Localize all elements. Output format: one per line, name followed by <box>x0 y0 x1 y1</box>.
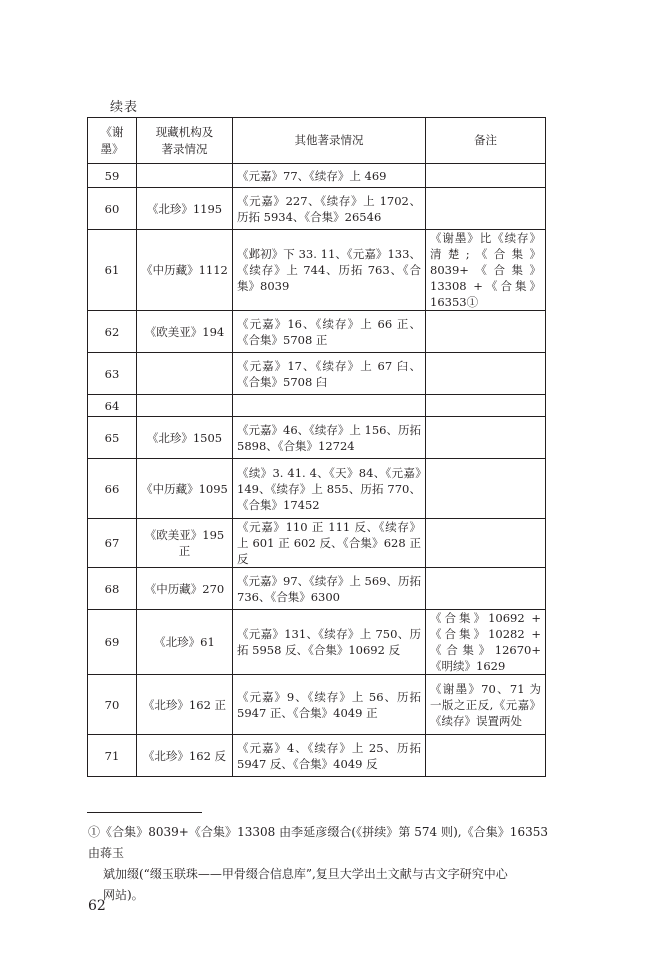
cell-number: 59 <box>88 164 137 188</box>
cell-institution <box>137 164 233 188</box>
cell-other-records: 《元嘉》4、《续存》上 25、历拓 5947 反、《合集》4049 反 <box>233 735 426 777</box>
cell-other-records: 《元嘉》9、《续存》上 56、历拓 5947 正、《合集》4049 正 <box>233 675 426 735</box>
table-row <box>88 230 546 311</box>
page-number: 62 <box>88 898 106 914</box>
cell-other-records: 《邺初》下 33. 11、《元嘉》133、《续存》上 744、历拓 763、《合集》8039 <box>233 230 426 311</box>
table-row <box>88 519 546 568</box>
catalog-table <box>87 117 546 777</box>
cell-remarks <box>426 164 546 188</box>
cell-institution <box>137 395 233 417</box>
table-row <box>88 311 546 353</box>
cell-institution: 《北珍》1195 <box>137 188 233 230</box>
table-row <box>88 417 546 459</box>
cell-remarks <box>426 519 546 568</box>
cell-other-records: 《元嘉》16、《续存》上 66 正、《合集》5708 正 <box>233 311 426 353</box>
footnote <box>88 822 548 906</box>
cell-number: 64 <box>88 395 137 417</box>
table-row <box>88 568 546 610</box>
cell-number: 65 <box>88 417 137 459</box>
header-xiemo: 《谢墨》 <box>88 118 137 164</box>
cell-remarks <box>426 568 546 610</box>
cell-remarks: 《谢墨》比《续存》清楚;《合集》8039+《合集》13308 +《合集》16353① <box>426 230 546 311</box>
cell-institution: 《北珍》1505 <box>137 417 233 459</box>
cell-institution: 《北珍》61 <box>137 610 233 675</box>
header-institution <box>137 118 233 164</box>
cell-institution: 《中历藏》270 <box>137 568 233 610</box>
table-row <box>88 675 546 735</box>
cell-number: 63 <box>88 353 137 395</box>
cell-remarks: 《合集》10692 +《合集》10282 +《合集》12670+《明续》1629 <box>426 610 546 675</box>
cell-number: 68 <box>88 568 137 610</box>
cell-number: 60 <box>88 188 137 230</box>
cell-institution: 《北珍》162 正 <box>137 675 233 735</box>
cell-number: 69 <box>88 610 137 675</box>
cell-other-records: 《元嘉》227、《续存》上 1702、历拓 5934、《合集》26546 <box>233 188 426 230</box>
header-row <box>88 118 546 164</box>
cell-institution: 《中历藏》1112 <box>137 230 233 311</box>
table-row <box>88 735 546 777</box>
table-row <box>88 459 546 519</box>
cell-institution: 《北珍》162 反 <box>137 735 233 777</box>
cell-other-records: 《元嘉》46、《续存》上 156、历拓 5898、《合集》12724 <box>233 417 426 459</box>
cell-other-records: 《元嘉》131、《续存》上 750、历拓 5958 反、《合集》10692 反 <box>233 610 426 675</box>
table-caption: 续表 <box>110 100 139 115</box>
header-institution-line2: 著录情况 <box>161 141 208 156</box>
cell-remarks <box>426 395 546 417</box>
cell-remarks <box>426 353 546 395</box>
cell-other-records <box>233 395 426 417</box>
cell-remarks <box>426 735 546 777</box>
cell-number: 61 <box>88 230 137 311</box>
cell-remarks <box>426 417 546 459</box>
cell-other-records: 《元嘉》97、《续存》上 569、历拓 736、《合集》6300 <box>233 568 426 610</box>
table-row <box>88 164 546 188</box>
cell-remarks <box>426 188 546 230</box>
cell-other-records: 《元嘉》17、《续存》上 67 臼、《合集》5708 臼 <box>233 353 426 395</box>
cell-number: 70 <box>88 675 137 735</box>
footnote-line-1: ①《合集》8039+《合集》13308 由李延彦缀合(《拼续》第 574 则),《合集》16353 由蒋玉 <box>88 825 548 860</box>
cell-remarks <box>426 459 546 519</box>
cell-institution: 《欧美亚》194 <box>137 311 233 353</box>
header-institution-line1: 现藏机构及 <box>155 124 214 139</box>
cell-number: 62 <box>88 311 137 353</box>
cell-remarks <box>426 311 546 353</box>
table-row <box>88 353 546 395</box>
cell-institution: 《欧美亚》195 正 <box>137 519 233 568</box>
table-row <box>88 188 546 230</box>
cell-institution <box>137 353 233 395</box>
header-remarks: 备注 <box>426 118 546 164</box>
table-row <box>88 395 546 417</box>
cell-remarks: 《谢墨》70、71 为一版之正反,《元嘉》《续存》误置两处 <box>426 675 546 735</box>
cell-number: 67 <box>88 519 137 568</box>
header-other-records: 其他著录情况 <box>233 118 426 164</box>
table-row <box>88 610 546 675</box>
footnote-line-3: 网站)。 <box>103 888 144 902</box>
cell-institution: 《中历藏》1095 <box>137 459 233 519</box>
cell-number: 66 <box>88 459 137 519</box>
cell-other-records: 《元嘉》77、《续存》上 469 <box>233 164 426 188</box>
cell-other-records: 《元嘉》110 正 111 反、《续存》上 601 正 602 反、《合集》628 正反 <box>233 519 426 568</box>
footnote-line-2: 斌加缀(“缀玉联珠——甲骨缀合信息库”,复旦大学出土文献与古文字研究中心 <box>103 867 508 881</box>
cell-other-records: 《续》3. 41. 4、《天》84、《元嘉》149、《续存》上 855、历拓 770、《合集》17452 <box>233 459 426 519</box>
cell-number: 71 <box>88 735 137 777</box>
footnote-divider <box>87 812 202 813</box>
